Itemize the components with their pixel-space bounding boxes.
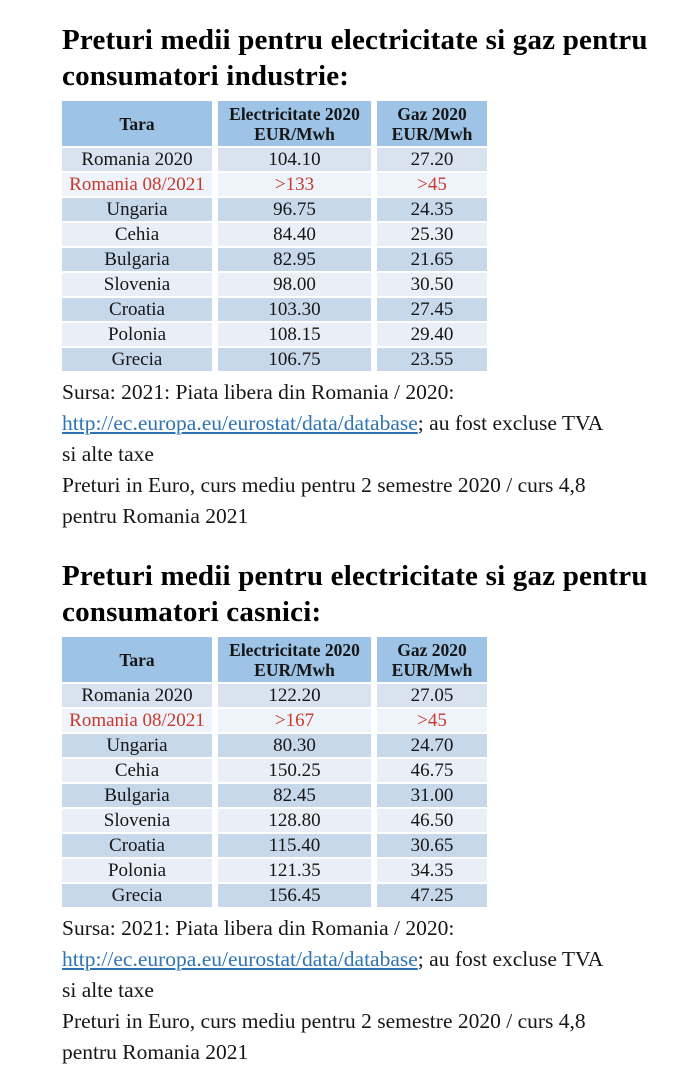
cell-gaz: 34.35 <box>377 859 487 882</box>
cell-electricitate: 106.75 <box>218 348 371 371</box>
cell-electricitate: 103.30 <box>218 298 371 321</box>
table-row <box>62 834 680 857</box>
table-header-row <box>62 637 680 682</box>
table-row <box>62 884 680 907</box>
cell-gaz: >45 <box>377 173 487 196</box>
col-header-unit: EUR/Mwh <box>391 659 473 680</box>
source-text: pentru Romania 2021 <box>62 1040 249 1064</box>
cell-tara: Cehia <box>62 759 212 782</box>
col-header-electricitate <box>218 101 371 146</box>
source-note-casnici <box>62 913 680 1068</box>
table-row <box>62 198 680 221</box>
cell-gaz: 46.75 <box>377 759 487 782</box>
cell-tara: Ungaria <box>62 198 212 221</box>
col-header-label: Tara <box>119 113 155 134</box>
table-row-highlighted <box>62 709 680 732</box>
table-row <box>62 734 680 757</box>
table-row <box>62 148 680 171</box>
cell-gaz: 27.05 <box>377 684 487 707</box>
cell-tara: Cehia <box>62 223 212 246</box>
cell-tara: Romania 08/2021 <box>62 709 212 732</box>
cell-electricitate: 108.15 <box>218 323 371 346</box>
table-row <box>62 223 680 246</box>
cell-gaz: 46.50 <box>377 809 487 832</box>
col-header-gaz <box>377 637 487 682</box>
col-header-label: Electricitate 2020 <box>229 103 360 124</box>
cell-electricitate: >167 <box>218 709 371 732</box>
cell-gaz: 23.55 <box>377 348 487 371</box>
section-casnici <box>62 558 680 1068</box>
source-text: Preturi in Euro, curs mediu pentru 2 semestre 2020 / curs 4,8 <box>62 473 586 497</box>
table-row <box>62 348 680 371</box>
cell-tara: Slovenia <box>62 809 212 832</box>
table-row <box>62 759 680 782</box>
source-text: ; au fost excluse TVA <box>417 411 604 435</box>
table-row <box>62 859 680 882</box>
cell-tara: Bulgaria <box>62 248 212 271</box>
cell-electricitate: 96.75 <box>218 198 371 221</box>
section-title-industrie: Preturi medii pentru electricitate si gaz pentru consumatori industrie: <box>62 24 648 92</box>
cell-gaz: 30.50 <box>377 273 487 296</box>
cell-tara: Croatia <box>62 298 212 321</box>
table-row <box>62 809 680 832</box>
cell-gaz: 21.65 <box>377 248 487 271</box>
cell-gaz: 29.40 <box>377 323 487 346</box>
table-row <box>62 684 680 707</box>
cell-electricitate: 121.35 <box>218 859 371 882</box>
section-title-casnici: Preturi medii pentru electricitate si gaz pentru consumatori casnici: <box>62 560 648 628</box>
cell-gaz: 27.20 <box>377 148 487 171</box>
cell-electricitate: 115.40 <box>218 834 371 857</box>
source-text: si alte taxe <box>62 442 154 466</box>
cell-tara: Ungaria <box>62 734 212 757</box>
col-header-label: Gaz 2020 <box>397 639 467 660</box>
col-header-label: Gaz 2020 <box>397 103 467 124</box>
cell-gaz: 24.35 <box>377 198 487 221</box>
cell-electricitate: 82.95 <box>218 248 371 271</box>
col-header-unit: EUR/Mwh <box>254 659 335 680</box>
cell-gaz: 24.70 <box>377 734 487 757</box>
cell-electricitate: 84.40 <box>218 223 371 246</box>
cell-gaz: 47.25 <box>377 884 487 907</box>
cell-tara: Grecia <box>62 348 212 371</box>
cell-tara: Grecia <box>62 884 212 907</box>
col-header-tara <box>62 637 212 682</box>
cell-electricitate: >133 <box>218 173 371 196</box>
cell-tara: Romania 2020 <box>62 684 212 707</box>
col-header-label: Electricitate 2020 <box>229 639 360 660</box>
table-row <box>62 273 680 296</box>
cell-gaz: 31.00 <box>377 784 487 807</box>
cell-gaz: 27.45 <box>377 298 487 321</box>
source-note-industrie <box>62 377 680 532</box>
table-row-highlighted <box>62 173 680 196</box>
cell-electricitate: 122.20 <box>218 684 371 707</box>
prices-table-industrie <box>62 101 680 371</box>
cell-electricitate: 82.45 <box>218 784 371 807</box>
cell-electricitate: 150.25 <box>218 759 371 782</box>
section-industrie <box>62 22 680 532</box>
table-row <box>62 248 680 271</box>
cell-tara: Polonia <box>62 323 212 346</box>
cell-tara: Polonia <box>62 859 212 882</box>
source-text: Sursa: 2021: Piata libera din Romania / 2020: <box>62 380 455 404</box>
col-header-unit: EUR/Mwh <box>254 123 335 144</box>
col-header-tara <box>62 101 212 146</box>
source-text: pentru Romania 2021 <box>62 504 249 528</box>
cell-gaz: 30.65 <box>377 834 487 857</box>
cell-tara: Bulgaria <box>62 784 212 807</box>
source-text: Sursa: 2021: Piata libera din Romania / 2020: <box>62 916 455 940</box>
eurostat-link[interactable]: http://ec.europa.eu/eurostat/data/database <box>62 947 418 971</box>
cell-electricitate: 80.30 <box>218 734 371 757</box>
table-row <box>62 323 680 346</box>
source-text: ; au fost excluse TVA <box>417 947 604 971</box>
cell-tara: Romania 2020 <box>62 148 212 171</box>
cell-tara: Croatia <box>62 834 212 857</box>
col-header-unit: EUR/Mwh <box>391 123 473 144</box>
cell-tara: Slovenia <box>62 273 212 296</box>
source-text: si alte taxe <box>62 978 154 1002</box>
cell-electricitate: 156.45 <box>218 884 371 907</box>
col-header-gaz <box>377 101 487 146</box>
table-header-row <box>62 101 680 146</box>
cell-gaz: 25.30 <box>377 223 487 246</box>
table-row <box>62 784 680 807</box>
cell-electricitate: 104.10 <box>218 148 371 171</box>
eurostat-link[interactable]: http://ec.europa.eu/eurostat/data/database <box>62 411 418 435</box>
col-header-label: Tara <box>119 649 155 670</box>
cell-electricitate: 98.00 <box>218 273 371 296</box>
cell-gaz: >45 <box>377 709 487 732</box>
table-row <box>62 298 680 321</box>
source-text: Preturi in Euro, curs mediu pentru 2 semestre 2020 / curs 4,8 <box>62 1009 586 1033</box>
prices-table-casnici <box>62 637 680 907</box>
cell-tara: Romania 08/2021 <box>62 173 212 196</box>
col-header-electricitate <box>218 637 371 682</box>
cell-electricitate: 128.80 <box>218 809 371 832</box>
